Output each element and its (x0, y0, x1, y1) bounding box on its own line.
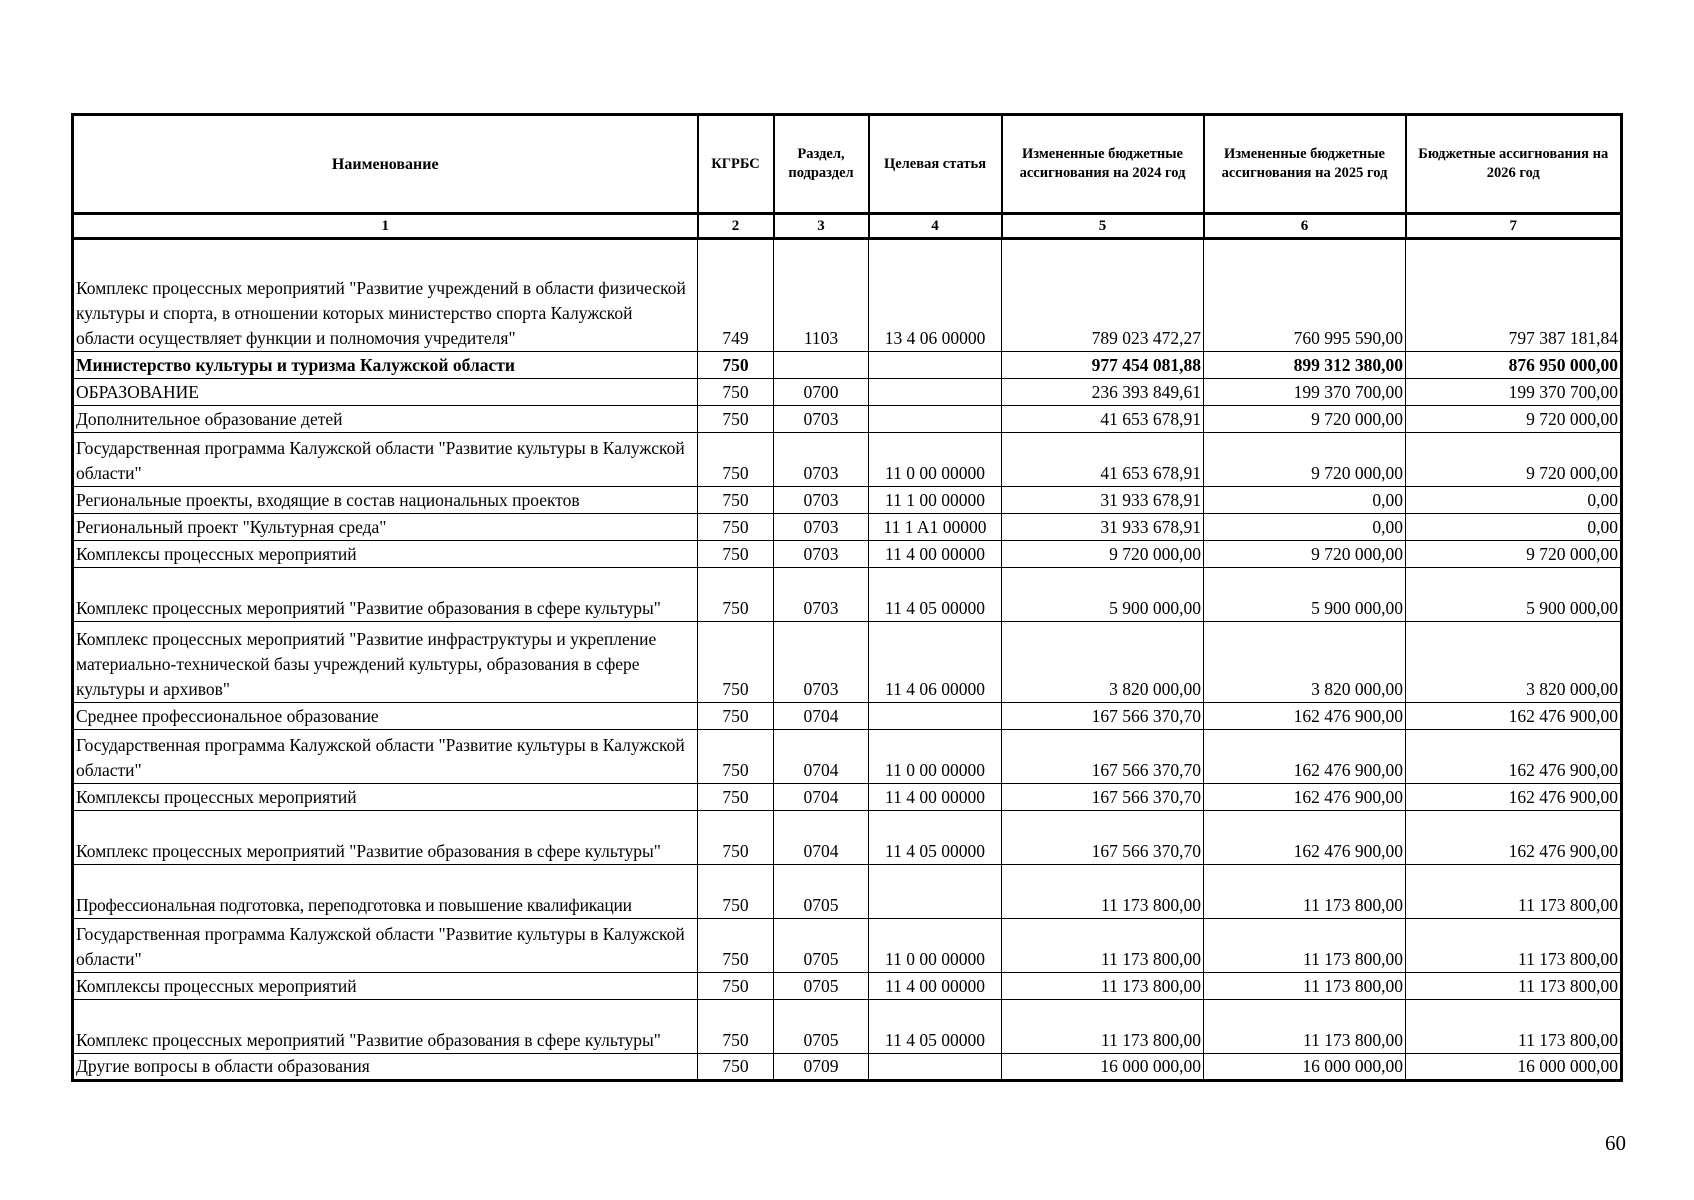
row-target: 11 0 00 00000 (869, 730, 1002, 784)
row-value-2024: 31 933 678,91 (1002, 487, 1204, 514)
table-row (73, 568, 1622, 622)
row-name: ОБРАЗОВАНИЕ (73, 379, 698, 406)
row-razdel: 0700 (774, 379, 869, 406)
row-value-2025: 9 720 000,00 (1204, 433, 1406, 487)
row-name: Комплекс процессных мероприятий "Развитие образования в сфере культуры" (73, 811, 698, 865)
row-target (869, 352, 1002, 379)
row-name: Среднее профессиональное образование (73, 703, 698, 730)
row-name: Комплекс процессных мероприятий "Развитие образования в сфере культуры" (73, 1000, 698, 1054)
row-value-2025: 9 720 000,00 (1204, 406, 1406, 433)
column-number: 6 (1204, 214, 1406, 239)
header-razdel: Раздел, подраздел (774, 115, 869, 214)
row-target (869, 1054, 1002, 1081)
row-target: 13 4 06 00000 (869, 239, 1002, 352)
row-razdel: 0703 (774, 541, 869, 568)
row-name: Комплексы процессных мероприятий (73, 784, 698, 811)
row-value-2025: 5 900 000,00 (1204, 568, 1406, 622)
table-row (73, 622, 1622, 703)
row-value-2024: 167 566 370,70 (1002, 703, 1204, 730)
row-razdel: 0705 (774, 973, 869, 1000)
column-number-row (73, 214, 1622, 239)
row-value-2026: 3 820 000,00 (1406, 622, 1622, 703)
row-kgrbs: 750 (698, 514, 774, 541)
column-number: 5 (1002, 214, 1204, 239)
row-target: 11 4 05 00000 (869, 1000, 1002, 1054)
row-name: Региональные проекты, входящие в состав национальных проектов (73, 487, 698, 514)
row-razdel: 1103 (774, 239, 869, 352)
row-value-2026: 162 476 900,00 (1406, 703, 1622, 730)
column-number: 4 (869, 214, 1002, 239)
row-name: Государственная программа Калужской области "Развитие культуры в Калужской области" (73, 730, 698, 784)
row-name: Комплекс процессных мероприятий "Развитие инфраструктуры и укрепление материально-технической базы учреждений культуры, образования в сфере культуры и архивов" (73, 622, 698, 703)
row-value-2024: 977 454 081,88 (1002, 352, 1204, 379)
table-row (73, 514, 1622, 541)
row-value-2025: 760 995 590,00 (1204, 239, 1406, 352)
budget-table (71, 113, 1623, 1082)
row-target: 11 0 00 00000 (869, 919, 1002, 973)
row-target: 11 4 00 00000 (869, 541, 1002, 568)
row-value-2026: 11 173 800,00 (1406, 1000, 1622, 1054)
table-row (73, 352, 1622, 379)
row-value-2025: 11 173 800,00 (1204, 919, 1406, 973)
table-row (73, 865, 1622, 919)
row-kgrbs: 749 (698, 239, 774, 352)
row-kgrbs: 750 (698, 622, 774, 703)
row-target: 11 4 05 00000 (869, 811, 1002, 865)
row-kgrbs: 750 (698, 919, 774, 973)
row-name: Министерство культуры и туризма Калужской области (73, 352, 698, 379)
row-target: 11 4 06 00000 (869, 622, 1002, 703)
row-value-2025: 899 312 380,00 (1204, 352, 1406, 379)
page-number: 60 (1605, 1131, 1626, 1155)
row-value-2026: 9 720 000,00 (1406, 541, 1622, 568)
row-target: 11 1 A1 00000 (869, 514, 1002, 541)
row-value-2025: 16 000 000,00 (1204, 1054, 1406, 1081)
row-value-2025: 11 173 800,00 (1204, 865, 1406, 919)
row-value-2024: 5 900 000,00 (1002, 568, 1204, 622)
header-2024: Измененные бюджетные ассигнования на 2024 год (1002, 115, 1204, 214)
row-value-2026: 162 476 900,00 (1406, 784, 1622, 811)
row-value-2026: 0,00 (1406, 487, 1622, 514)
table-row (73, 730, 1622, 784)
row-value-2024: 9 720 000,00 (1002, 541, 1204, 568)
row-kgrbs: 750 (698, 865, 774, 919)
row-razdel: 0705 (774, 1000, 869, 1054)
row-value-2024: 31 933 678,91 (1002, 514, 1204, 541)
row-value-2025: 162 476 900,00 (1204, 730, 1406, 784)
row-kgrbs: 750 (698, 1054, 774, 1081)
row-value-2024: 11 173 800,00 (1002, 865, 1204, 919)
table-row (73, 973, 1622, 1000)
row-value-2024: 167 566 370,70 (1002, 784, 1204, 811)
row-target: 11 4 05 00000 (869, 568, 1002, 622)
row-kgrbs: 750 (698, 352, 774, 379)
table-row (73, 433, 1622, 487)
row-razdel: 0703 (774, 514, 869, 541)
table-row (73, 1000, 1622, 1054)
row-kgrbs: 750 (698, 811, 774, 865)
row-value-2024: 167 566 370,70 (1002, 811, 1204, 865)
row-value-2025: 162 476 900,00 (1204, 703, 1406, 730)
header-2025: Измененные бюджетные ассигнования на 2025 год (1204, 115, 1406, 214)
row-razdel (774, 352, 869, 379)
row-value-2026: 5 900 000,00 (1406, 568, 1622, 622)
row-value-2025: 199 370 700,00 (1204, 379, 1406, 406)
row-value-2024: 11 173 800,00 (1002, 919, 1204, 973)
row-kgrbs: 750 (698, 541, 774, 568)
row-value-2024: 3 820 000,00 (1002, 622, 1204, 703)
row-value-2026: 162 476 900,00 (1406, 811, 1622, 865)
row-value-2026: 9 720 000,00 (1406, 406, 1622, 433)
header-2026: Бюджетные ассигнования на 2026 год (1406, 115, 1622, 214)
row-value-2025: 162 476 900,00 (1204, 784, 1406, 811)
column-number: 7 (1406, 214, 1622, 239)
row-target (869, 865, 1002, 919)
row-name: Комплекс процессных мероприятий "Развитие образования в сфере культуры" (73, 568, 698, 622)
table-header-row (73, 115, 1622, 214)
row-kgrbs: 750 (698, 1000, 774, 1054)
header-kgrbs: КГРБС (698, 115, 774, 214)
row-razdel: 0704 (774, 730, 869, 784)
row-value-2024: 236 393 849,61 (1002, 379, 1204, 406)
row-value-2026: 11 173 800,00 (1406, 973, 1622, 1000)
row-kgrbs: 750 (698, 784, 774, 811)
row-value-2024: 41 653 678,91 (1002, 433, 1204, 487)
row-kgrbs: 750 (698, 406, 774, 433)
row-value-2024: 41 653 678,91 (1002, 406, 1204, 433)
row-name: Комплексы процессных мероприятий (73, 541, 698, 568)
row-value-2024: 11 173 800,00 (1002, 973, 1204, 1000)
table-row (73, 784, 1622, 811)
column-number: 1 (73, 214, 698, 239)
row-kgrbs: 750 (698, 487, 774, 514)
row-name: Комплекс процессных мероприятий "Развитие учреждений в области физической культуры и спорта, в отношении которых министерство спорта Калужской области осуществляет функции и полномочия учредителя" (73, 239, 698, 352)
row-razdel: 0703 (774, 487, 869, 514)
table-row (73, 919, 1622, 973)
row-target (869, 703, 1002, 730)
row-razdel: 0704 (774, 703, 869, 730)
table-row (73, 406, 1622, 433)
row-razdel: 0703 (774, 433, 869, 487)
table-row (73, 379, 1622, 406)
row-razdel: 0703 (774, 568, 869, 622)
table-row (73, 811, 1622, 865)
column-number: 2 (698, 214, 774, 239)
budget-table-container (71, 113, 1622, 1082)
row-target: 11 4 00 00000 (869, 973, 1002, 1000)
table-row (73, 239, 1622, 352)
row-value-2024: 11 173 800,00 (1002, 1000, 1204, 1054)
row-razdel: 0709 (774, 1054, 869, 1081)
row-kgrbs: 750 (698, 730, 774, 784)
row-value-2024: 789 023 472,27 (1002, 239, 1204, 352)
row-kgrbs: 750 (698, 568, 774, 622)
row-razdel: 0704 (774, 811, 869, 865)
row-name: Государственная программа Калужской области "Развитие культуры в Калужской области" (73, 433, 698, 487)
row-razdel: 0704 (774, 784, 869, 811)
row-name: Комплексы процессных мероприятий (73, 973, 698, 1000)
row-razdel: 0703 (774, 622, 869, 703)
row-value-2025: 3 820 000,00 (1204, 622, 1406, 703)
row-name: Дополнительное образование детей (73, 406, 698, 433)
column-number: 3 (774, 214, 869, 239)
row-kgrbs: 750 (698, 973, 774, 1000)
row-value-2026: 199 370 700,00 (1406, 379, 1622, 406)
row-razdel: 0705 (774, 919, 869, 973)
row-kgrbs: 750 (698, 379, 774, 406)
row-value-2025: 162 476 900,00 (1204, 811, 1406, 865)
row-value-2025: 11 173 800,00 (1204, 1000, 1406, 1054)
row-value-2026: 0,00 (1406, 514, 1622, 541)
row-name: Государственная программа Калужской области "Развитие культуры в Калужской области" (73, 919, 698, 973)
row-value-2026: 797 387 181,84 (1406, 239, 1622, 352)
row-kgrbs: 750 (698, 703, 774, 730)
row-target: 11 0 00 00000 (869, 433, 1002, 487)
row-name: Региональный проект "Культурная среда" (73, 514, 698, 541)
row-razdel: 0705 (774, 865, 869, 919)
row-target (869, 379, 1002, 406)
row-target: 11 4 00 00000 (869, 784, 1002, 811)
table-row (73, 703, 1622, 730)
table-row (73, 541, 1622, 568)
row-name: Профессиональная подготовка, переподготовка и повышение квалификации (73, 865, 698, 919)
header-name: Наименование (73, 115, 698, 214)
row-value-2026: 11 173 800,00 (1406, 865, 1622, 919)
row-value-2025: 11 173 800,00 (1204, 973, 1406, 1000)
row-kgrbs: 750 (698, 433, 774, 487)
row-value-2024: 167 566 370,70 (1002, 730, 1204, 784)
row-value-2025: 0,00 (1204, 487, 1406, 514)
table-row (73, 487, 1622, 514)
row-value-2024: 16 000 000,00 (1002, 1054, 1204, 1081)
row-target: 11 1 00 00000 (869, 487, 1002, 514)
row-value-2026: 16 000 000,00 (1406, 1054, 1622, 1081)
row-value-2025: 0,00 (1204, 514, 1406, 541)
row-value-2026: 876 950 000,00 (1406, 352, 1622, 379)
table-row (73, 1054, 1622, 1081)
row-name: Другие вопросы в области образования (73, 1054, 698, 1081)
row-value-2026: 9 720 000,00 (1406, 433, 1622, 487)
row-target (869, 406, 1002, 433)
header-target: Целевая статья (869, 115, 1002, 214)
row-razdel: 0703 (774, 406, 869, 433)
row-value-2026: 162 476 900,00 (1406, 730, 1622, 784)
row-value-2026: 11 173 800,00 (1406, 919, 1622, 973)
row-value-2025: 9 720 000,00 (1204, 541, 1406, 568)
